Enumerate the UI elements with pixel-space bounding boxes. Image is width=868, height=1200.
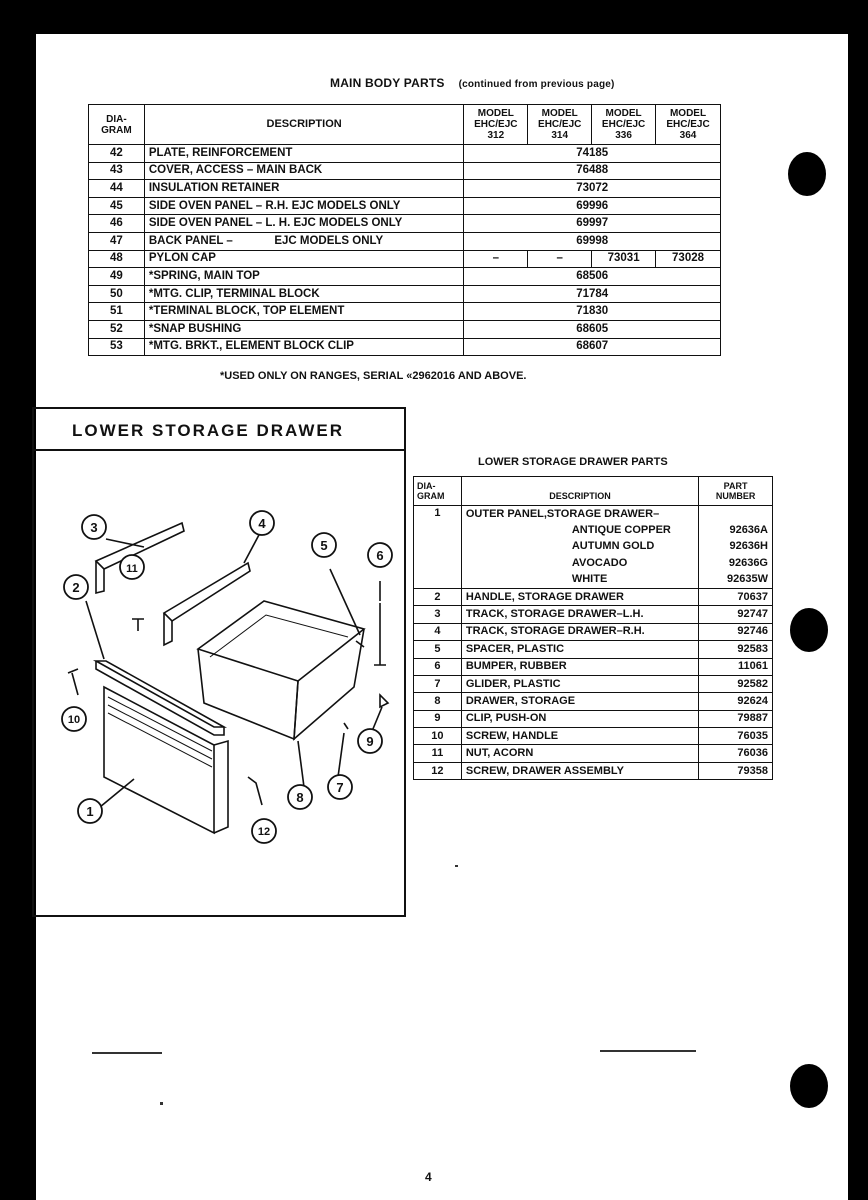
row-description: DRAWER, STORAGE <box>461 693 698 710</box>
row-model-314-part: – <box>528 250 592 268</box>
row-part-number: 76488 <box>464 162 721 180</box>
table-row <box>414 693 773 710</box>
table-row <box>89 162 721 180</box>
row-model-336-part: 73031 <box>592 250 656 268</box>
scan-noise <box>92 1052 162 1054</box>
scan-border-right <box>848 0 868 1200</box>
row-part-number: 92582 <box>699 675 773 692</box>
part-8-drawer-inner-edge <box>210 615 348 657</box>
table-row <box>414 555 773 571</box>
table-row <box>89 250 721 268</box>
row-description: HANDLE, STORAGE DRAWER <box>461 588 698 605</box>
row-description: SCREW, DRAWER ASSEMBLY <box>461 762 698 779</box>
part-1-outer-panel-side <box>214 741 228 833</box>
part-7-glider-shape <box>344 723 348 729</box>
callout-7-label: 7 <box>336 780 344 795</box>
row-diagram: 4 <box>414 623 462 640</box>
row-part-number: 79358 <box>699 762 773 779</box>
part-10-handle-screw-shape <box>68 669 78 695</box>
row-diagram: 5 <box>414 641 462 658</box>
row-part-number: 69996 <box>464 197 721 215</box>
page-number: 4 <box>425 1170 432 1184</box>
callout-9-label: 9 <box>366 734 374 749</box>
row-description: *TERMINAL BLOCK, TOP ELEMENT <box>144 303 464 321</box>
drawer-figure-box <box>32 407 406 917</box>
row-description: *SNAP BUSHING <box>144 320 464 338</box>
variant-part-number: 92635W <box>699 572 773 589</box>
table-row <box>414 710 773 727</box>
variant-name: AUTUMN GOLD <box>461 539 698 555</box>
row-part-number: 73072 <box>464 180 721 198</box>
table-row <box>89 215 721 233</box>
main-body-parts-title: MAIN BODY PARTS (continued from previous page) <box>330 76 615 90</box>
header-description: DESCRIPTION <box>461 477 698 506</box>
row-description: BACK PANEL – EJC MODELS ONLY <box>144 232 464 250</box>
table-row <box>414 675 773 692</box>
variant-name: WHITE <box>461 572 698 589</box>
table-row <box>414 641 773 658</box>
row-description: COVER, ACCESS – MAIN BACK <box>144 162 464 180</box>
scan-noise <box>160 1102 163 1105</box>
table-row <box>89 338 721 356</box>
table-row <box>414 606 773 623</box>
row-diagram: 43 <box>89 162 145 180</box>
header-model-314: MODEL EHC/EJC 314 <box>528 105 592 145</box>
table-row <box>414 506 773 523</box>
row-part-number: 79887 <box>699 710 773 727</box>
row-diagram: 49 <box>89 268 145 286</box>
row-description: *MTG. CLIP, TERMINAL BLOCK <box>144 285 464 303</box>
row-part-number: 76036 <box>699 745 773 762</box>
row-description: OUTER PANEL,STORAGE DRAWER– <box>461 506 698 523</box>
callout-8-label: 8 <box>296 790 304 805</box>
part-1-outer-panel-ridges <box>108 697 212 767</box>
table-row <box>89 180 721 198</box>
table-row <box>414 728 773 745</box>
binder-hole-middle <box>790 608 828 652</box>
lower-drawer-parts-title: LOWER STORAGE DRAWER PARTS <box>478 456 668 468</box>
row-diagram: 2 <box>414 588 462 605</box>
row-part-number: 74185 <box>464 145 721 163</box>
row-description: PYLON CAP <box>144 250 464 268</box>
table-row <box>89 145 721 163</box>
binder-hole-bottom <box>790 1064 828 1108</box>
row-description: PLATE, REINFORCEMENT <box>144 145 464 163</box>
table-row <box>89 197 721 215</box>
table-row <box>414 623 773 640</box>
callout-8-leader <box>298 741 304 787</box>
callout-5-label: 5 <box>320 538 328 553</box>
row-part-number: 92746 <box>699 623 773 640</box>
scan-border-top <box>0 0 868 34</box>
main-body-parts-table <box>88 104 721 356</box>
row-part-number: 71784 <box>464 285 721 303</box>
table-header-row <box>89 105 721 145</box>
row-diagram: 8 <box>414 693 462 710</box>
table-row <box>414 762 773 779</box>
callout-10-label: 10 <box>67 714 81 726</box>
variant-part-number: 92636G <box>699 555 773 571</box>
row-model-364-part: 73028 <box>656 250 721 268</box>
row-diagram: 10 <box>414 728 462 745</box>
row-part-number: 70637 <box>699 588 773 605</box>
part-8-drawer-front-wall <box>198 649 298 739</box>
row-diagram: 48 <box>89 250 145 268</box>
table-row <box>89 268 721 286</box>
row-part-number: 11061 <box>699 658 773 675</box>
table-row <box>414 658 773 675</box>
row-description: SIDE OVEN PANEL – R.H. EJC MODELS ONLY <box>144 197 464 215</box>
part-12-drawer-screw-shape <box>248 777 262 805</box>
part-11-acorn-nut-shape <box>132 619 144 631</box>
row-part-number: 68607 <box>464 338 721 356</box>
header-model-312: MODEL EHC/EJC 312 <box>464 105 528 145</box>
row-part-number: 68506 <box>464 268 721 286</box>
row-part-number: 69997 <box>464 215 721 233</box>
row-diagram: 45 <box>89 197 145 215</box>
table-row <box>414 522 773 538</box>
row-description: CLIP, PUSH-ON <box>461 710 698 727</box>
callout-2-label: 2 <box>72 580 80 595</box>
header-part-number: PART NUMBER <box>699 477 773 506</box>
callout-5-leader <box>330 569 360 635</box>
variant-name: ANTIQUE COPPER <box>461 522 698 538</box>
row-diagram: 51 <box>89 303 145 321</box>
row-diagram: 7 <box>414 675 462 692</box>
row-diagram: 11 <box>414 745 462 762</box>
row-diagram: 44 <box>89 180 145 198</box>
row-description: TRACK, STORAGE DRAWER–L.H. <box>461 606 698 623</box>
row-diagram: 12 <box>414 762 462 779</box>
row-part-number: 76035 <box>699 728 773 745</box>
callout-7-leader <box>338 733 344 777</box>
row-description: SIDE OVEN PANEL – L. H. EJC MODELS ONLY <box>144 215 464 233</box>
table-row <box>89 232 721 250</box>
exploded-drawer-diagram <box>34 451 404 915</box>
part-5-spacer-shape <box>356 641 364 647</box>
callout-6-label: 6 <box>376 548 384 563</box>
table-row <box>89 320 721 338</box>
serial-footnote: *USED ONLY ON RANGES, SERIAL «2962016 AND ABOVE. <box>220 370 527 382</box>
part-8-drawer-side-wall <box>294 629 364 739</box>
row-description: INSULATION RETAINER <box>144 180 464 198</box>
row-diagram: 1 <box>414 506 462 589</box>
row-part-number: 92583 <box>699 641 773 658</box>
callout-4-label: 4 <box>258 516 266 531</box>
callout-4-leader <box>244 533 260 563</box>
binder-hole-top <box>788 152 826 196</box>
row-part-number: 92624 <box>699 693 773 710</box>
callout-12-label: 12 <box>257 826 271 838</box>
row-description: BUMPER, RUBBER <box>461 658 698 675</box>
row-description: *SPRING, MAIN TOP <box>144 268 464 286</box>
variant-name: AVOCADO <box>461 555 698 571</box>
table-row <box>89 285 721 303</box>
table-row <box>414 539 773 555</box>
header-model-336: MODEL EHC/EJC 336 <box>592 105 656 145</box>
scan-noise <box>455 865 458 867</box>
callout-11-label: 11 <box>126 563 138 575</box>
row-diagram: 53 <box>89 338 145 356</box>
part-8-drawer-rim <box>198 601 364 681</box>
row-description: NUT, ACORN <box>461 745 698 762</box>
header-diagram: DIA- GRAM <box>414 477 462 506</box>
variant-part-number: 92636A <box>699 522 773 538</box>
header-description: DESCRIPTION <box>144 105 464 145</box>
row-description: GLIDER, PLASTIC <box>461 675 698 692</box>
part-4-track-rh-shape <box>164 563 250 621</box>
row-part-number <box>699 506 773 523</box>
scan-noise <box>600 1050 696 1052</box>
row-description: TRACK, STORAGE DRAWER–R.H. <box>461 623 698 640</box>
row-description: *MTG. BRKT., ELEMENT BLOCK CLIP <box>144 338 464 356</box>
header-model-364: MODEL EHC/EJC 364 <box>656 105 721 145</box>
continued-note: (continued from previous page) <box>458 79 615 90</box>
row-description: SCREW, HANDLE <box>461 728 698 745</box>
scan-border-left <box>0 0 36 1200</box>
drawer-figure-title: LOWER STORAGE DRAWER <box>34 409 404 451</box>
row-diagram: 46 <box>89 215 145 233</box>
callout-1-label: 1 <box>86 804 94 819</box>
callout-2-leader <box>86 601 104 659</box>
part-6-bumper-shape <box>374 603 386 665</box>
row-diagram: 3 <box>414 606 462 623</box>
row-part-number: 69998 <box>464 232 721 250</box>
table-row <box>89 303 721 321</box>
variant-part-number: 92636H <box>699 539 773 555</box>
row-model-312-part: – <box>464 250 528 268</box>
table-header-row <box>414 477 773 506</box>
lower-drawer-parts-table <box>413 476 773 780</box>
header-diagram: DIA- GRAM <box>89 105 145 145</box>
row-part-number: 71830 <box>464 303 721 321</box>
callout-3-label: 3 <box>90 520 98 535</box>
table-row <box>414 572 773 589</box>
row-diagram: 50 <box>89 285 145 303</box>
table-row <box>414 588 773 605</box>
row-diagram: 47 <box>89 232 145 250</box>
table-row <box>414 745 773 762</box>
row-diagram: 6 <box>414 658 462 675</box>
part-9-push-on-clip-shape <box>380 695 388 707</box>
row-part-number: 92747 <box>699 606 773 623</box>
row-diagram: 52 <box>89 320 145 338</box>
row-part-number: 68605 <box>464 320 721 338</box>
row-diagram: 9 <box>414 710 462 727</box>
row-description: SPACER, PLASTIC <box>461 641 698 658</box>
row-diagram: 42 <box>89 145 145 163</box>
